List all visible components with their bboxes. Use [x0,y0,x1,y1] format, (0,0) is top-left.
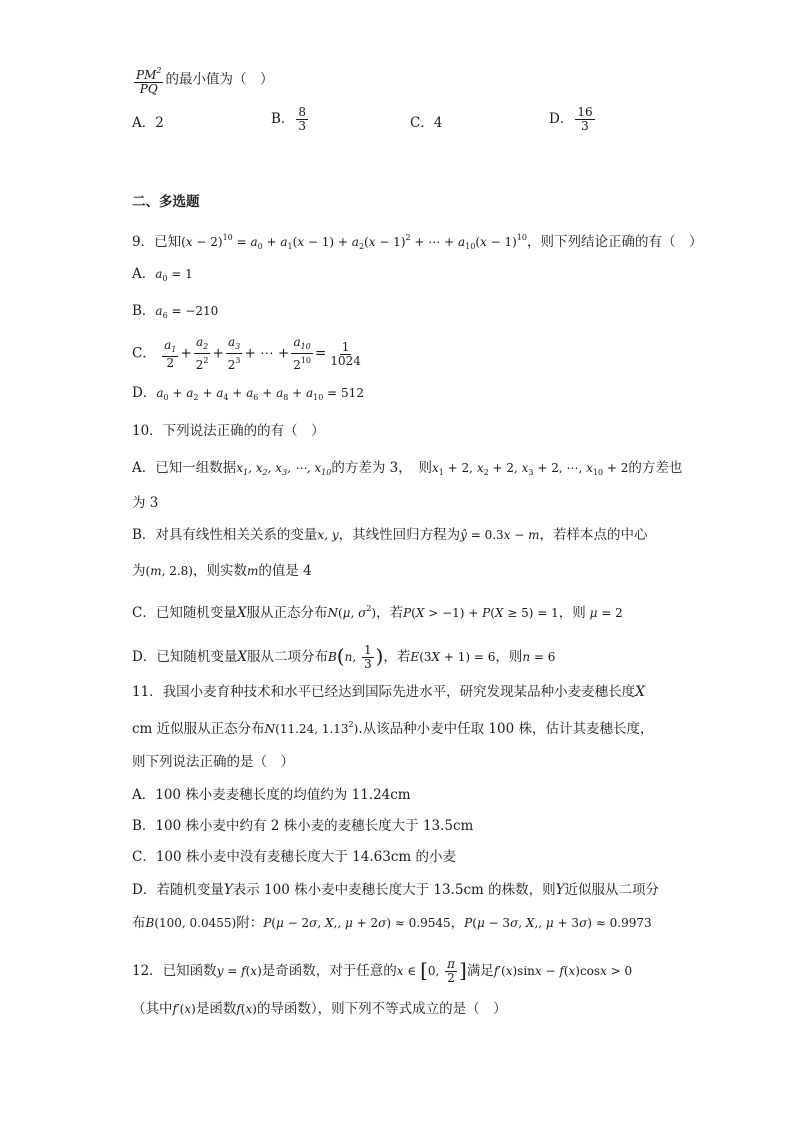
q10-option-a-line2: 为 3 [132,495,159,511]
fraction-pm2-over-pq: $\frac{PM^2}{PQ}$ [136,66,162,96]
q11-stem-line2: cm 近似服从正态分布N(11.24, 1.13$^2$).从该品种小麦中任取 100 株，估计其麦穗长度， [132,720,654,737]
q10-stem: 10．下列说法正确的的有（ ） [132,423,325,439]
q12-stem-line2: （其中f′(x)是函数f(x)的导函数），则下列不等式成立的是（ ） [132,1001,507,1017]
q11-option-d-line1[interactable]: D．若随机变量Y表示 100 株小麦中麦穗长度大于 13.5cm 的株数，则Y近似服从二项分 [132,882,660,898]
q10-option-b-line1[interactable]: B．对具有线性相关关系的变量x, y，其线性回归方程为ŷ = 0.3x − m，若样本点的中心 [132,527,648,543]
q10-option-d[interactable]: D．已知随机变量X服从二项分布B(n, $\frac{1}{3}$ )，若E(3X + 1) = 6，则n = 6 [132,643,556,671]
q9-stem: 9．已知$(x - 2)^{10} = a_0 + a_1(x - 1) + a_2(x - 1)^2$ + ⋯ + $a_{10}(x - 1)^{10}$，则下列结论正确的有（ ） [132,233,703,251]
q10-option-c[interactable]: C．已知随机变量X服从正态分布N(μ, $\sigma^2$)，若P(X > −1) + P(X ≥ 5) = 1，则 μ = 2 [132,604,623,621]
q8-option-c[interactable]: C．4 [410,115,443,131]
fraction-16-3: $\frac{16}{3}$ [577,105,593,133]
q8-option-b[interactable]: B． $\frac{8}{3}$ [271,105,307,133]
q9-option-c[interactable]: C． $\frac{a_1}{2}$ + $\frac{a_2}{2^2}$ + $\frac{a_3}{2^3}$ + ⋯ + $\frac{a_{10}}{2^{10}}$ = $\frac{1}{1024}$ [132,335,361,372]
q9-option-a[interactable]: A．$a_0 = 1$ [132,266,193,283]
q11-stem-line1: 11．我国小麦育种技术和水平已经达到国际先进水平，研究发现某品种小麦麦穗长度X [132,684,645,700]
q11-option-b[interactable]: B．100 株小麦中约有 2 株小麦的麦穗长度大于 13.5cm [132,818,474,834]
q8-option-a[interactable]: A．2 [132,115,164,131]
q11-stem-line3: 则下列说法正确的是（ ） [132,754,294,770]
q11-option-c[interactable]: C．100 株小麦中没有麦穗长度大于 14.63cm 的小麦 [132,849,456,865]
q9-expansion: $(x - 2)^{10} = a_0 + a_1(x - 1) + a_2(x - 1)^2$ + ⋯ + $a_{10}(x - 1)^{10}$ [181,233,527,251]
q9-option-b[interactable]: B．$a_6 = -210$ [132,303,219,320]
q10-option-b-line2: 为(m, 2.8)，则实数m的值是 4 [132,563,312,579]
q8-stem: $\frac{PM^2}{PQ}$ 的最小值为（ ） [136,66,274,96]
section-title: 二、多选题 [132,194,200,210]
q11-option-d-line2: 布B(100, 0.0455)附：P(μ − 2σ, X,, μ + 2σ) ≈ 0.9545，P(μ − 3σ, X,, μ + 3σ) ≈ 0.9973 [132,915,652,931]
q11-option-a[interactable]: A．100 株小麦麦穗长度的均值约为 11.24cm [132,787,411,803]
q8-option-d[interactable]: D． $\frac{16}{3}$ [549,105,593,133]
fraction-8-3: $\frac{8}{3}$ [298,105,307,133]
q9-option-d[interactable]: D．$a_0 + a_2 + a_4 + a_6 + a_8 + a_{10} = 512$ [132,385,364,402]
q12-stem-line1: 12．已知函数y = f(x)是奇函数，对于任意的x ∈ [0, $\frac{\pi}{2}$ ]满足f′(x)sinx − f(x)cosx > 0 [132,957,633,985]
q10-option-a-line1[interactable]: A．已知一组数据$x_1$, $x_2$, $x_3$, ⋯, $x_{10}$的方差为 3， 则$x_1 + 2$, $x_2 + 2$, $x_3 + 2$, ⋯, $x_{10} + 2$的方差也 [132,460,683,477]
